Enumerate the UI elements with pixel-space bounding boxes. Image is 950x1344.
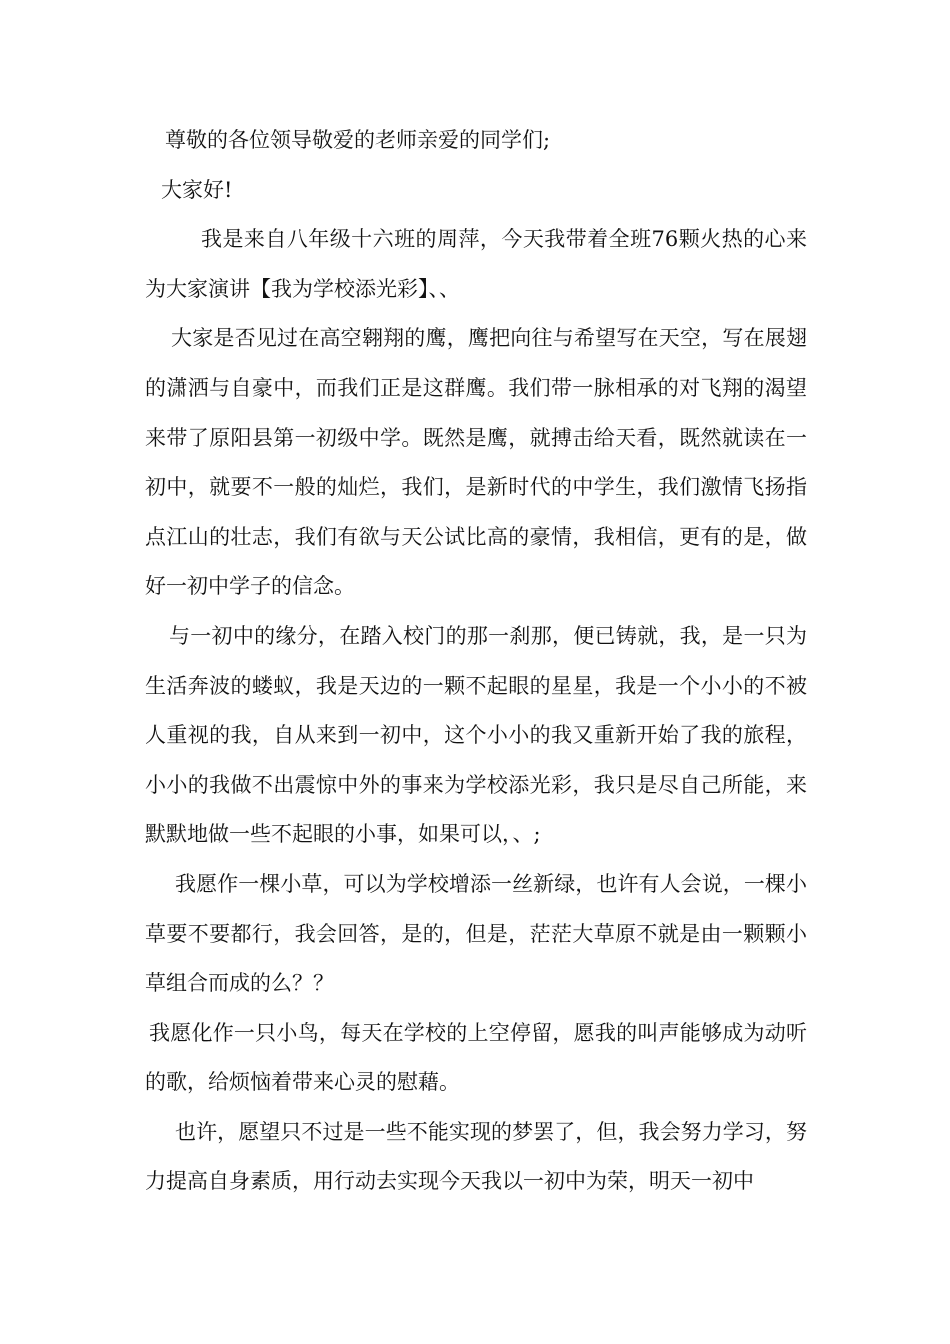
grass-paragraph: 我愿作一棵小草，可以为学校增添一丝新绿，也许有人会说，一棵小草要不要都行，我会回答，是的，但是，茫茫大草原不就是由一颗颗小草组合而成的么？？ (145, 871, 807, 996)
introduction-paragraph: 我是来自八年级十六班的周萍，今天我带着全班76颗火热的心来为大家演讲【我为学校添光彩】、、 (145, 227, 807, 301)
fate-paragraph: 与一初中的缘分，在踏入校门的那一刹那，便已铸就，我，是一只为生活奔波的蝼蚁，我是天边的一颗不起眼的星星，我是一个小小的不被人重视的我，自从来到一初中，这个小小的我又重新开始了我的旅程，小小的我做不出震惊中外的事来为学校添光彩，我只是尽自己所能，来默默地做一些不起眼的小事，如果可以，、; (145, 623, 807, 847)
salutation-paragraph: 尊敬的各位领导敬爱的老师亲爱的同学们; (165, 128, 551, 152)
bird-paragraph: 我愿化作一只小鸟，每天在学校的上空停留，愿我的叫声能够成为动听的歌，给烦恼着带来心灵的慰藉。 (145, 1020, 807, 1095)
eagle-paragraph: 大家是否见过在高空翱翔的鹰，鹰把向往与希望写在天空，写在展翅的潇洒与自豪中，而我们正是这群鹰。我们带一脉相承的对飞翔的渴望来带了原阳县第一初级中学。既然是鹰，就搏击给天看，既然就读在一初中，就要不一般的灿烂，我们，是新时代的中学生，我们激情飞扬指点江山的壮志，我们有欲与天公试比高的豪情，我相信，更有的是，做好一初中学子的信念。 (145, 326, 807, 599)
speech-text-body (145, 116, 807, 1207)
greeting-paragraph: 大家好! (161, 177, 233, 202)
wish-paragraph: 也许，愿望只不过是一些不能实现的梦罢了，但，我会努力学习，努力提高自身素质，用行动去实现今天我以一初中为荣，明天一初中 (145, 1119, 807, 1194)
